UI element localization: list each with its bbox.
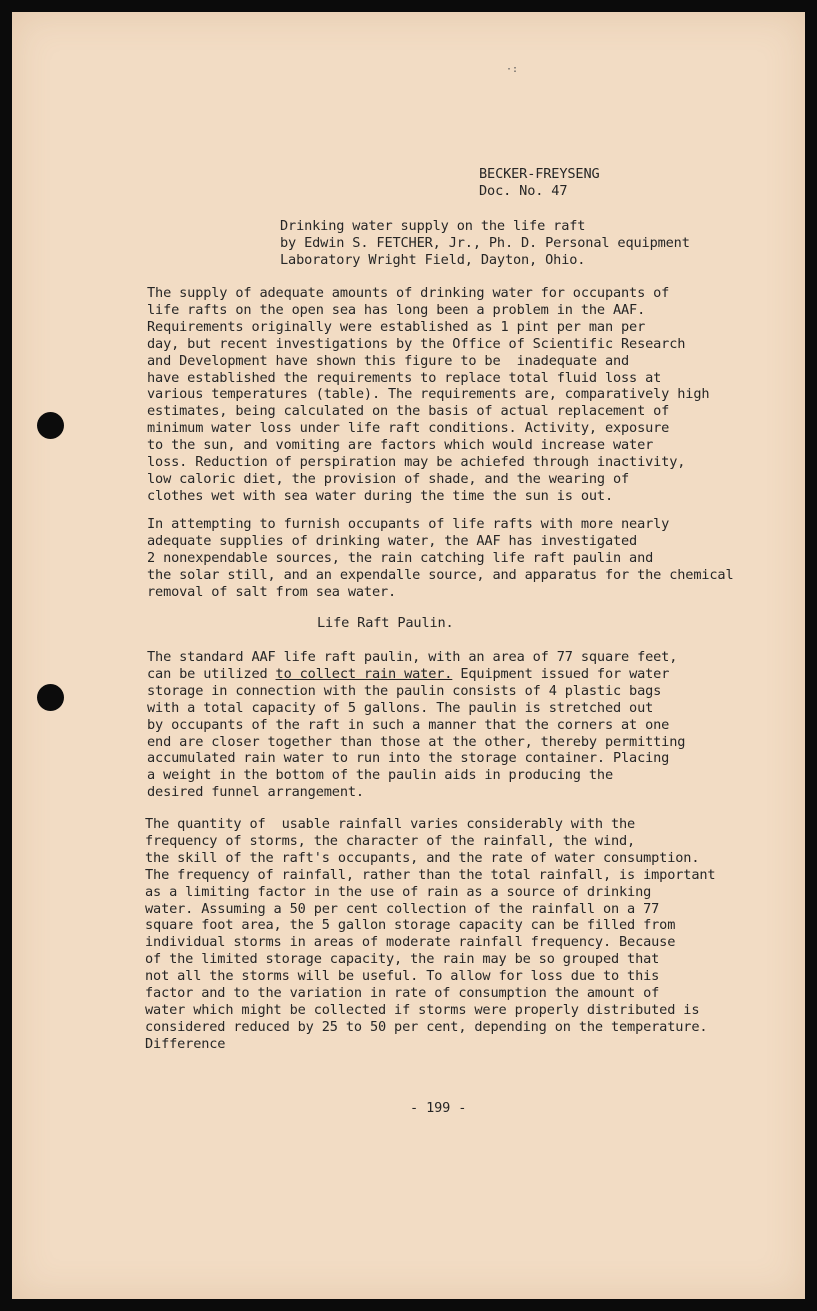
- para-line: individual storms in areas of moderate rainfall frequency. Because: [145, 934, 676, 951]
- punch-hole-bottom: [37, 684, 64, 711]
- para-line: The frequency of rainfall, rather than the total rainfall, is important: [145, 866, 716, 883]
- para-line: clothes wet with sea water during the time the sun is out.: [147, 487, 613, 504]
- para-line: not all the storms will be useful. To allow for loss due to this: [145, 968, 660, 985]
- para-line: have established the requirements to replace total fluid loss at: [147, 369, 662, 386]
- punch-hole-top: [37, 412, 64, 439]
- para-line: the solar still, and an expendalle source, and apparatus for the chemical: [147, 566, 734, 583]
- para-line: as a limiting factor in the use of rain as a source of drinking: [145, 883, 652, 900]
- para-line: The supply of adequate amounts of drinking water for occupants of: [147, 285, 670, 301]
- para-line: a weight in the bottom of the paulin aids in producing the: [147, 767, 613, 784]
- section-heading: Life Raft Paulin.: [317, 615, 454, 631]
- para-line-underlined: [147, 666, 685, 683]
- doc-reference-line2: Doc. No. 47: [479, 183, 568, 199]
- para-line: adequate supplies of drinking water, the AAF has investigated: [147, 532, 638, 549]
- para-line: loss. Reduction of perspiration may be achiefed through inactivity,: [147, 454, 686, 471]
- para-line: In attempting to furnish occupants of life rafts with more nearly: [147, 516, 670, 532]
- speck-mark: ·:: [506, 64, 519, 75]
- para-line: water which might be collected if storms were properly distributed is: [145, 1001, 700, 1018]
- para-line: of the limited storage capacity, the rain may be so grouped that: [145, 951, 660, 968]
- paragraph-sources: [147, 516, 734, 601]
- title-line3: Laboratory Wright Field, Dayton, Ohio.: [280, 252, 586, 268]
- para-line: end are closer together than those at the other, thereby permitting: [147, 733, 686, 750]
- para-line: factor and to the variation in rate of consumption the amount of: [145, 985, 660, 1002]
- title-line1: Drinking water supply on the life raft: [280, 218, 586, 234]
- para-line: various temperatures (table). The requirements are, comparatively high: [147, 386, 710, 403]
- paragraph-intro: [147, 285, 709, 505]
- para-line: the skill of the raft's occupants, and the rate of water consumption.: [145, 849, 700, 866]
- para-line: removal of salt from sea water.: [147, 583, 397, 600]
- para-line: estimates, being calculated on the basis of actual replacement of: [147, 403, 670, 420]
- paragraph-rainfall: [145, 816, 715, 1053]
- para-line: day, but recent investigations by the Office of Scientific Research: [147, 335, 686, 352]
- para-line: low caloric diet, the provision of shade, and the wearing of: [147, 470, 630, 487]
- para-line: storage in connection with the paulin consists of 4 plastic bags: [147, 682, 662, 699]
- para-line: desired funnel arrangement.: [147, 784, 364, 801]
- para-line: The standard AAF life raft paulin, with an area of 77 square feet,: [147, 649, 678, 665]
- para-line: square foot area, the 5 gallon storage capacity can be filled from: [145, 917, 676, 934]
- para-line: water. Assuming a 50 per cent collection of the rainfall on a 77: [145, 900, 660, 917]
- line-suffix: Equipment issued for water: [452, 665, 670, 682]
- para-line: frequency of storms, the character of the rainfall, the wind,: [145, 832, 636, 849]
- para-line: and Development have shown this figure to be inadequate and: [147, 352, 630, 369]
- paragraph-paulin: [147, 649, 685, 801]
- para-line: The quantity of usable rainfall varies considerably with the: [145, 816, 636, 832]
- para-line: to the sun, and vomiting are factors which would increase water: [147, 437, 654, 454]
- para-line: considered reduced by 25 to 50 per cent, depending on the temperature.: [145, 1018, 708, 1035]
- para-line: Requirements originally were established as 1 pint per man per: [147, 318, 646, 335]
- underlined-phrase: to collect rain water.: [275, 665, 453, 682]
- para-line: minimum water loss under life raft conditions. Activity, exposure: [147, 420, 670, 437]
- para-line: life rafts on the open sea has long been a problem in the AAF.: [147, 301, 646, 318]
- para-line: 2 nonexpendable sources, the rain catching life raft paulin and: [147, 549, 654, 566]
- line-prefix: can be utilized: [147, 665, 276, 682]
- para-line: with a total capacity of 5 gallons. The paulin is stretched out: [147, 699, 654, 716]
- page-number: - 199 -: [410, 1100, 467, 1116]
- para-line: Difference: [145, 1035, 226, 1052]
- para-line: by occupants of the raft in such a manner that the corners at one: [147, 716, 670, 733]
- title-line2: by Edwin S. FETCHER, Jr., Ph. D. Personal equipment: [280, 235, 690, 251]
- doc-reference-line1: BECKER-FREYSENG: [479, 166, 600, 182]
- para-line: accumulated rain water to run into the storage container. Placing: [147, 750, 670, 767]
